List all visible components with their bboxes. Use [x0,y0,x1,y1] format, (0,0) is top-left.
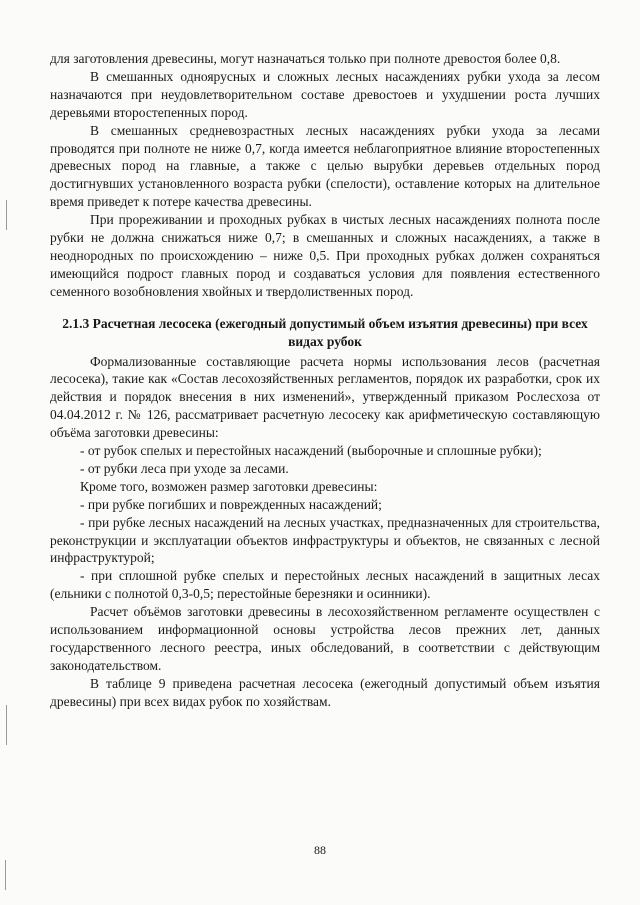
scan-artifact [6,705,7,745]
paragraph: для заготовления древесины, могут назначаться только при полноте древостоя более 0,8. [50,51,561,66]
paragraph: В таблице 9 приведена расчетная лесосека (ежегодный допустимый объем изъятия древесины) при всех видах рубок по хозяйствам. [50,675,600,709]
text-body [50,50,600,711]
page-number: 88 [314,843,326,857]
list-item: - от рубок спелых и перестойных насаждений (выборочные и сплошные рубки); [80,443,542,459]
scan-artifact [6,200,7,230]
section-heading: 2.1.3 Расчетная лесосека (ежегодный допустимый объем изъятия древесины) при всех видах рубок [62,315,588,349]
paragraph: Расчет объёмов заготовки древесины в лесохозяйственном регламенте осуществлен с использованием информационной основы устройства лесов прежних лет, данных государственного лесного реестра, иных обследований, в соответствии с действующим законодательством. [50,604,600,673]
paragraph: В смешанных средневозрастных лесных насаждениях рубки ухода за лесами проводятся при полноте не ниже 0,7, когда имеется неблагоприятное влияние второстепенных древесных пород на главные, а также с целью вырубки деревьев отдельных пород достигнувших установленного возраста рубки (спелости), оставление которых на длительное время приведет к потере качества древесины. [50,122,600,210]
paragraph: Кроме того, возможен размер заготовки древесины: [80,478,378,494]
paragraph: В смешанных одноярусных и сложных лесных насаждениях рубки ухода за лесом назначаются при неудовлетворительном составе древостоев и ухудшении роста лучших деревьями второстепенных пород. [50,68,600,120]
list-item: - при сплошной рубке спелых и перестойных лесных насаждений в защитных лесах (ельники с полнотой 0,3-0,5; перестойные березняки и осинники). [50,568,600,602]
paragraph: При прореживании и проходных рубках в чистых лесных насаждениях полнота после рубки не должна снижаться ниже 0,7; в смешанных и сложных насаждениях, а также в неоднородных по происхождению – ниже 0,5. При проходных рубках должен сохраняться имеющийся подрост главных пород и создаваться условия для появления естественного семенного возобновления хвойных и твердолиственных пород. [50,212,600,299]
paragraph: Формализованные составляющие расчета нормы использования лесов (расчетная лесосека), такие как «Состав лесохозяйственных регламентов, порядок их разработки, срок их действия и порядок внесения в них изменений», утвержденный приказом Рослесхоза от 04.04.2012 г. № 126, рассматривает расчетную лесосеку как арифметическую составляющую объёма заготовки древесины: [50,353,600,441]
scan-artifact [5,860,6,890]
list-item: - при рубке лесных насаждений на лесных участках, предназначенных для строительства, реконструкции и эксплуатации объектов инфраструктуры и объектов, не связанных с лесной инфраструктурой; [50,514,600,566]
list-item: - при рубке погибших и поврежденных насаждений; [80,496,382,512]
list-item: - от рубки леса при уходе за лесами. [80,460,289,476]
